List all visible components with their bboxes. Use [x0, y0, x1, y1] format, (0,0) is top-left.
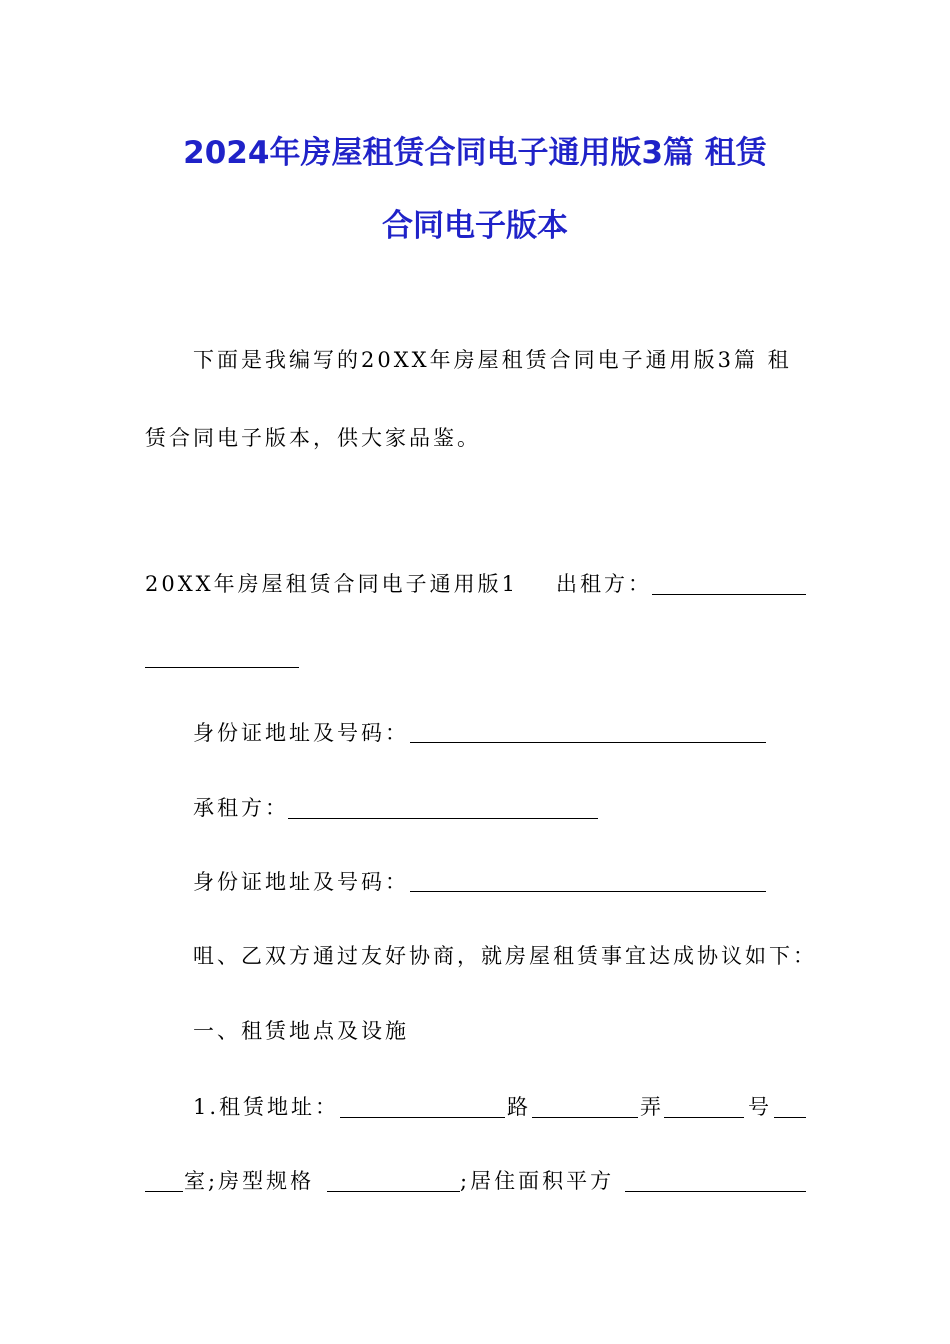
room-blank-2: [145, 1191, 183, 1192]
lessee-id-label: 身份证地址及号码：: [193, 870, 409, 894]
number-blank: [664, 1117, 744, 1118]
lessee-label: 承租方：: [193, 796, 289, 820]
lessee-id-blank: [410, 891, 766, 892]
lessor-blank-1: [652, 594, 806, 595]
area-blank: [625, 1191, 806, 1192]
address-label: 1.租赁地址：: [193, 1095, 340, 1119]
area-text: ;居住面积平方: [460, 1169, 615, 1193]
intro-line-1: 下面是我编写的20XX年房屋租赁合同电子通用版3篇 租: [193, 348, 792, 372]
lane-text: 弄: [640, 1095, 664, 1119]
road-text: 路: [507, 1095, 531, 1119]
room-blank-1: [774, 1117, 806, 1118]
lessor-blank-2: [145, 667, 299, 668]
title-line-1: 2024年房屋租赁合同电子通用版3篇 租赁: [183, 135, 767, 171]
road-blank: [340, 1117, 505, 1118]
section-heading: 20XX年房屋租赁合同电子通用版1: [145, 572, 518, 596]
room-type-text: 室;房型规格: [184, 1169, 315, 1193]
lessee-blank: [288, 818, 598, 819]
type-blank: [327, 1191, 460, 1192]
clause-one-heading: 一、租赁地点及设施: [193, 1019, 409, 1043]
number-text: 号: [748, 1095, 772, 1119]
lane-blank: [532, 1117, 638, 1118]
lessor-label: 出租方：: [556, 572, 652, 596]
intro-line-2: 赁合同电子版本，供大家品鉴。: [145, 426, 481, 450]
lessor-id-blank: [410, 742, 766, 743]
lessor-id-label: 身份证地址及号码：: [193, 721, 409, 745]
title-line-2: 合同电子版本: [382, 208, 568, 244]
agreement-text: 咀、乙双方通过友好协商，就房屋租赁事宜达成协议如下：: [193, 944, 817, 968]
